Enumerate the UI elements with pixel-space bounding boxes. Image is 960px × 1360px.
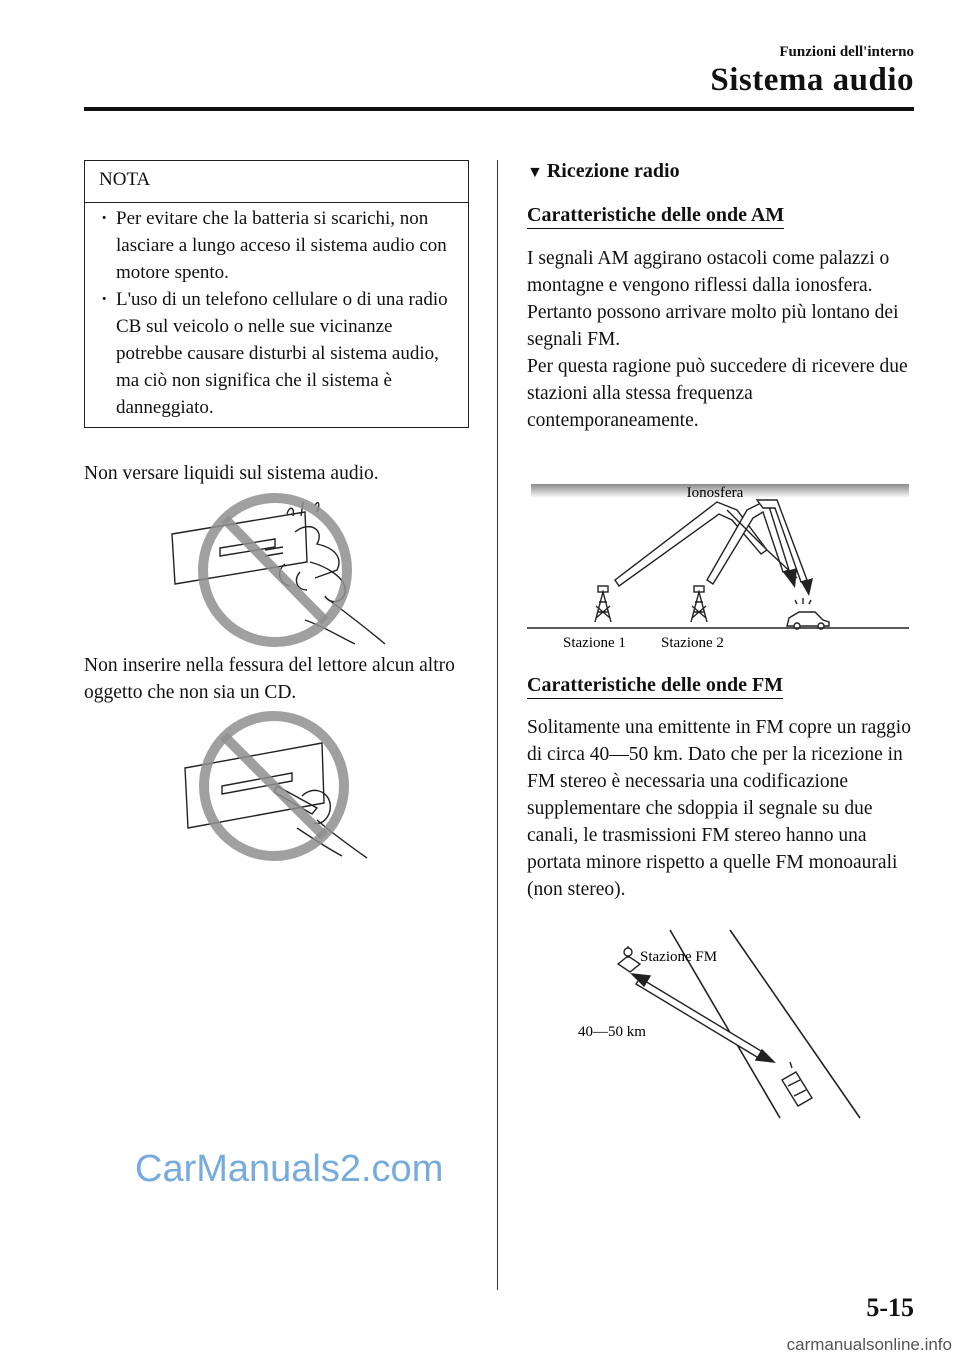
- footer-url[interactable]: carmanualsonline.info: [786, 1335, 952, 1354]
- fm-station-label: Stazione FM: [640, 949, 718, 965]
- am-description: I segnali AM aggirano ostacoli come palazzi o montagne e vengono riflessi dalla ionosfera. Pertanto possono arrivare molto più lontano dei segnali FM. Per questa ragione può succedere di ricevere due stazioni alla stessa frequenza contemporaneamente.: [527, 248, 908, 431]
- fm-station-icon: [618, 946, 640, 972]
- fm-description: Solitamente una emittente in FM copre un raggio di circa 40—50 km. Dato che per la ricezione in FM stereo è necessaria una codificazione supplementare che sdoppia il segnale su due canali, le trasmissioni FM stereo hanno una portata minore rispetto a quelle FM monoaurali (non stereo).: [527, 717, 911, 900]
- station2-label: Stazione 2: [661, 635, 724, 651]
- nota-title: NOTA: [99, 169, 151, 190]
- car-icon: [782, 1062, 812, 1106]
- fm-reception-diagram: [560, 928, 870, 1123]
- header-rule: [84, 107, 914, 111]
- radio-section-title: [527, 160, 680, 183]
- no-liquids-illustration: [165, 492, 390, 652]
- ionosphere-label: Ionosfera: [686, 485, 744, 501]
- nota-box: [84, 160, 469, 428]
- fm-range-label: 40—50 km: [578, 1024, 646, 1040]
- radio-section-label: Ricezione radio: [546, 160, 680, 182]
- page-number: 5-15: [866, 1293, 914, 1322]
- nota-item: · Per evitare che la batteria si scarichi, non lasciare a lungo acceso il sistema audio con motore spento.: [99, 205, 461, 286]
- liquid-warning-text: Non versare liquidi sul sistema audio.: [84, 463, 379, 484]
- column-divider: [497, 160, 498, 1290]
- station1-label: Stazione 1: [563, 635, 626, 651]
- car-icon: [787, 598, 829, 629]
- cd-slot-warning-text: Non inserire nella fessura del lettore alcun altro oggetto che non sia un CD.: [84, 655, 455, 703]
- nota-item: · L'uso di un telefono cellulare o di una radio CB sul veicolo o nelle sue vicinanze potrebbe causare disturbi al sistema audio, ma ciò non significa che il sistema è danneggiato.: [99, 286, 461, 421]
- nota-divider: [85, 202, 468, 203]
- section-triangle-icon: ▼: [527, 164, 543, 181]
- header-section: Funzioni dell'interno: [779, 44, 914, 60]
- page-title: Sistema audio: [710, 62, 914, 98]
- am-reception-diagram: [527, 480, 912, 660]
- tower-icon: [691, 586, 707, 622]
- fm-heading: Caratteristiche delle onde FM: [527, 674, 783, 699]
- no-objects-illustration: [182, 708, 382, 868]
- tower-icon: [595, 586, 611, 622]
- nota-list: [99, 205, 461, 421]
- am-heading: Caratteristiche delle onde AM: [527, 204, 784, 229]
- watermark: CarManuals2.com: [135, 1148, 444, 1190]
